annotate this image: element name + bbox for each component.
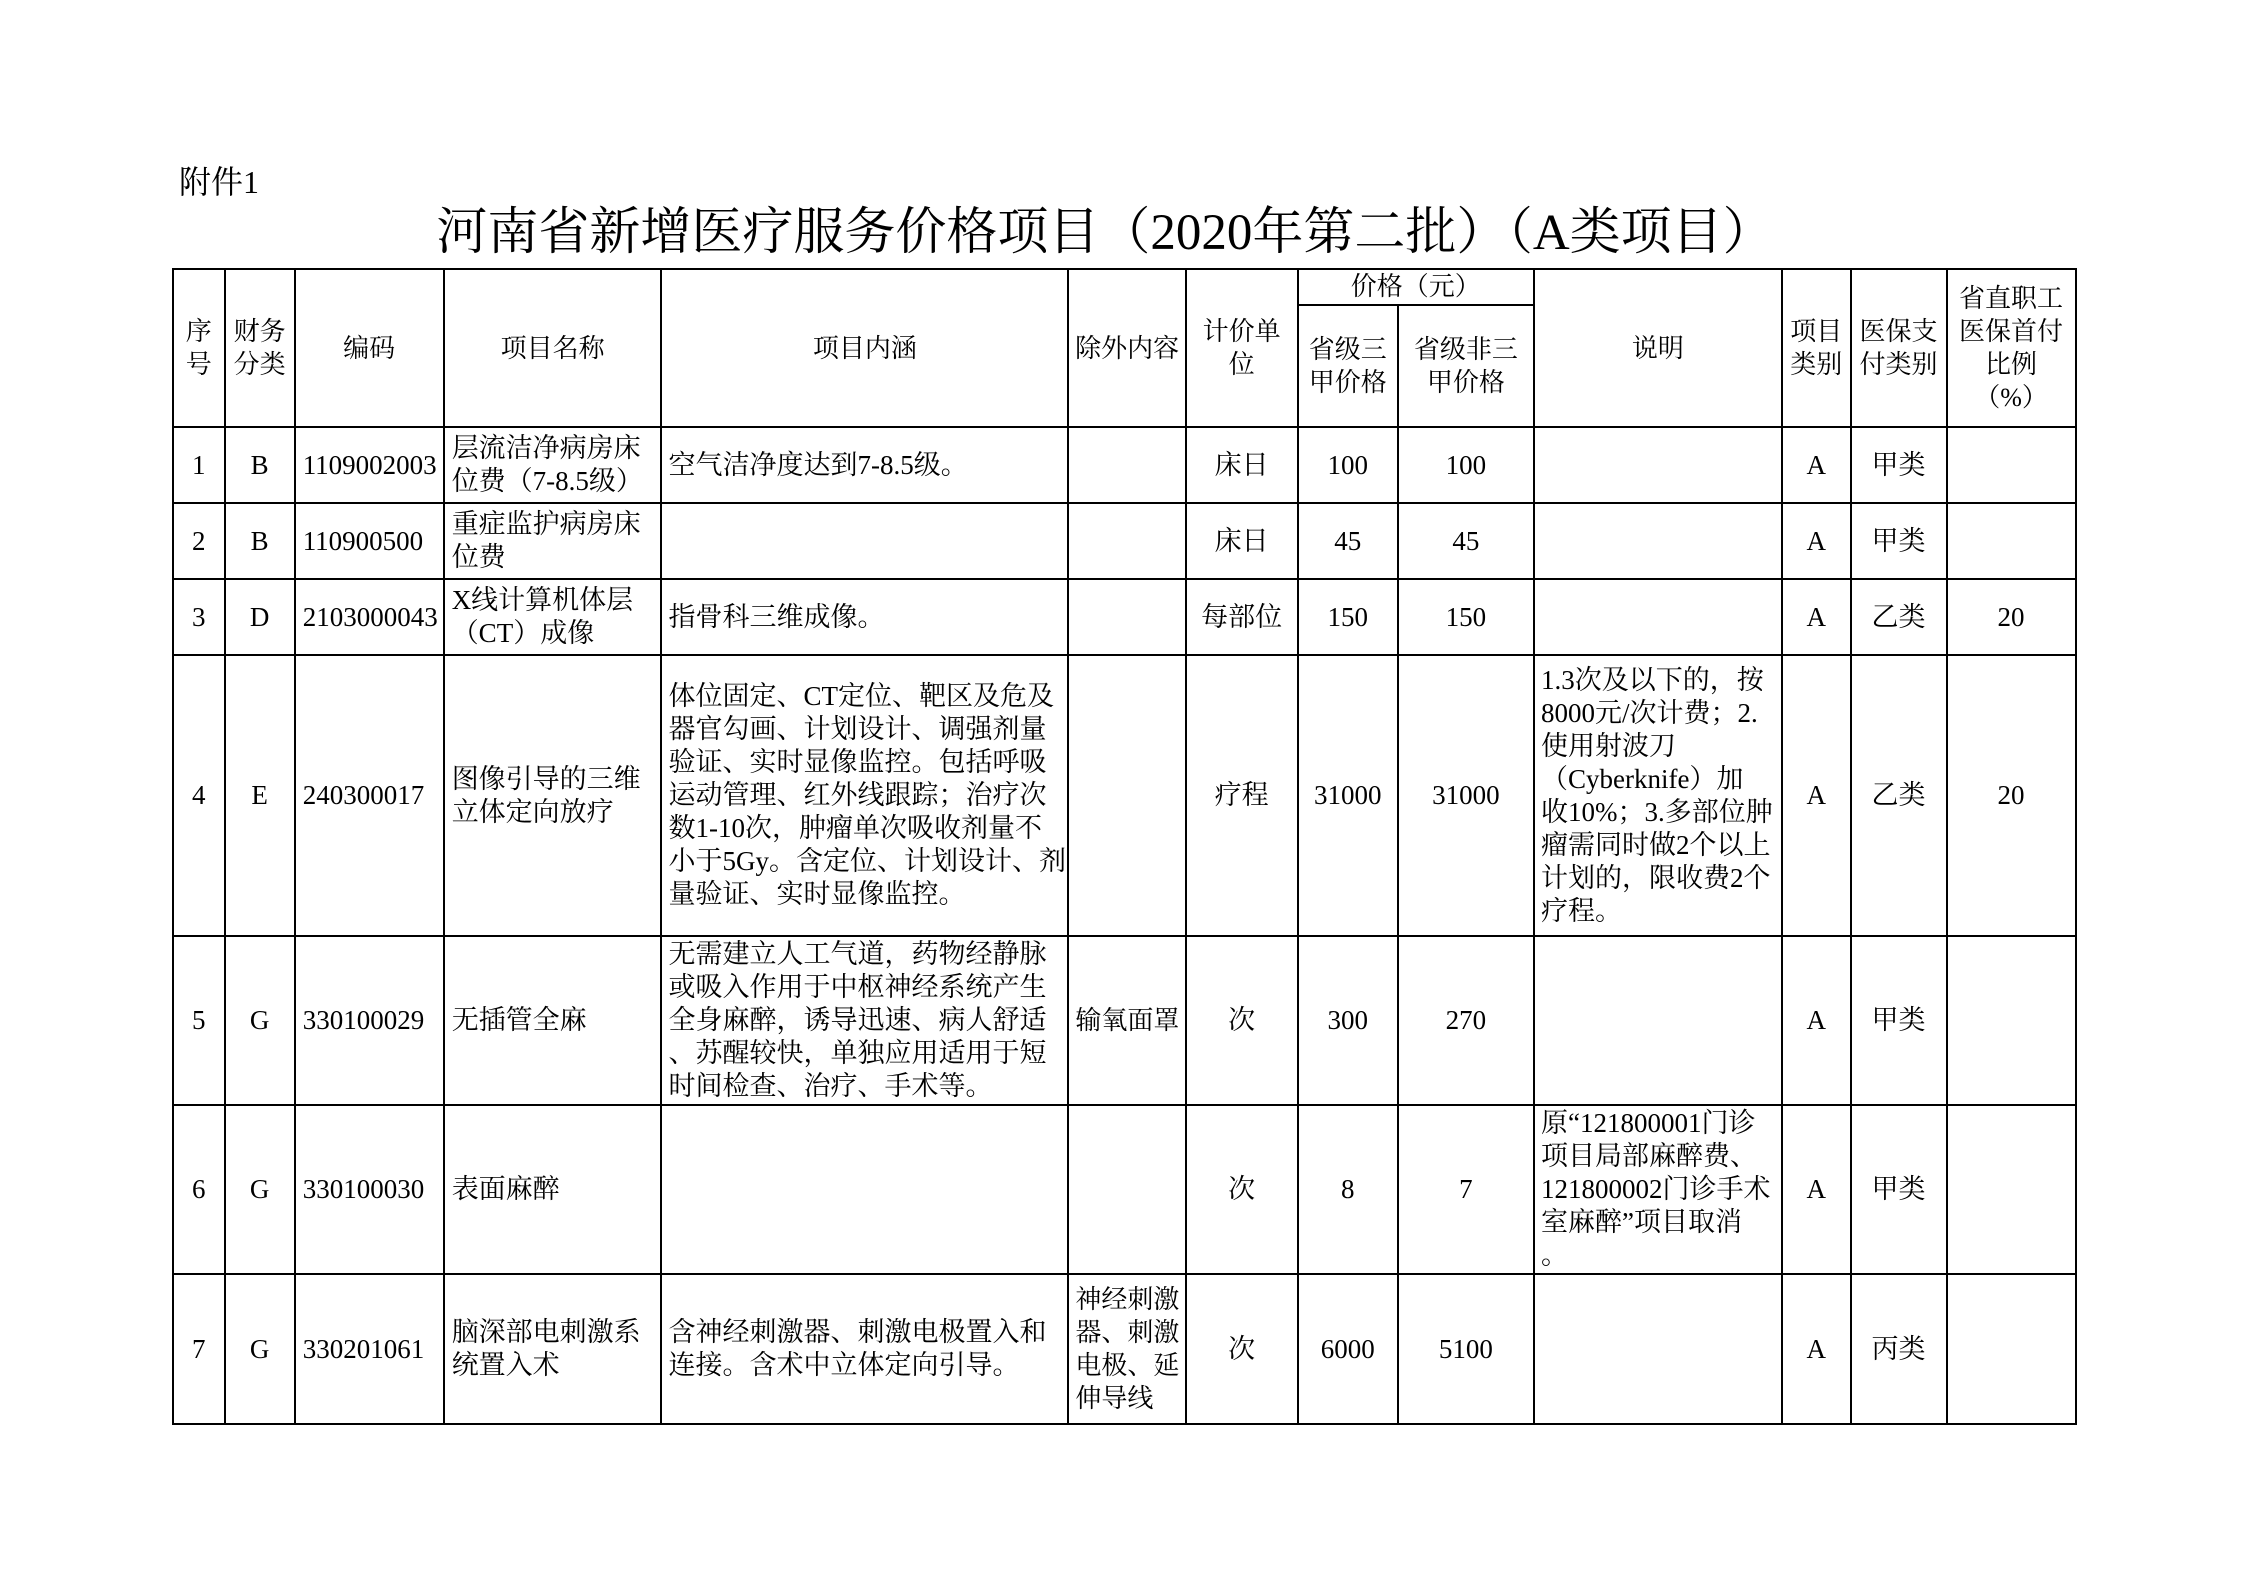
cell-price-grade3a: 6000 xyxy=(1298,1274,1398,1424)
header-copay-ratio xyxy=(1947,269,2076,427)
header-price: 价格（元） xyxy=(1298,269,1534,305)
table-row xyxy=(173,936,2076,1105)
cell-item-category: A xyxy=(1782,579,1851,655)
cell-seq: 3 xyxy=(173,579,225,655)
text-line: （Cyberknife）加 xyxy=(1540,763,1744,794)
cell-item-category: A xyxy=(1782,1105,1851,1274)
cell-item-content xyxy=(661,427,1068,503)
cell-item-category: A xyxy=(1782,936,1851,1105)
header-item-name: 项目名称 xyxy=(444,269,662,427)
text-line: 省级三 xyxy=(1308,335,1387,364)
text-line: 号 xyxy=(185,350,212,379)
cell-price-grade3a: 300 xyxy=(1298,936,1398,1105)
cell-copay-ratio xyxy=(1947,503,2076,579)
text-line: 含神经刺激器、刺激电极置入和 xyxy=(668,1317,1047,1347)
text-line: 8000元/次计费；2. xyxy=(1540,697,1758,728)
cell-item-name xyxy=(444,655,662,936)
text-line: 伸导线 xyxy=(1075,1384,1154,1413)
cell-item-category: A xyxy=(1782,1274,1851,1424)
cell-seq: 7 xyxy=(173,1274,225,1424)
cell-finance-category: G xyxy=(225,1105,295,1274)
text-line: 。 xyxy=(1540,1240,1568,1270)
cell-notes xyxy=(1534,1105,1782,1274)
cell-pricing-unit: 床日 xyxy=(1186,503,1298,579)
header-code: 编码 xyxy=(295,269,444,427)
text-line: 疗程。 xyxy=(1540,895,1622,926)
header-insurance-category xyxy=(1851,269,1947,427)
cell-item-content xyxy=(661,579,1068,655)
text-line: 验证、实时显像监控。包括呼吸 xyxy=(668,747,1047,777)
cell-pricing-unit: 次 xyxy=(1186,936,1298,1105)
cell-seq: 2 xyxy=(173,503,225,579)
text-line: 121800002门诊手术 xyxy=(1540,1174,1771,1204)
cell-code: 240300017 xyxy=(295,655,444,936)
text-line: 立体定向放疗 xyxy=(451,796,614,827)
table-row xyxy=(173,503,2076,579)
text-line: 运动管理、红外线跟踪；治疗次 xyxy=(668,780,1047,810)
price-table xyxy=(172,268,2077,1425)
text-line: 分类 xyxy=(233,350,286,379)
header-notes: 说明 xyxy=(1534,269,1782,427)
cell-notes xyxy=(1534,655,1782,936)
cell-item-content xyxy=(661,1274,1068,1424)
text-line: 、苏醒较快，单独应用适用于短 xyxy=(668,1038,1047,1068)
cell-price-non-grade3a: 7 xyxy=(1398,1105,1534,1274)
attachment-label: 附件1 xyxy=(179,164,260,200)
header-seq xyxy=(173,269,225,427)
text-line: 位费（7-8.5级） xyxy=(451,466,643,496)
cell-price-non-grade3a: 150 xyxy=(1398,579,1534,655)
cell-item-content xyxy=(661,936,1068,1105)
cell-finance-category: G xyxy=(225,936,295,1105)
text-line: 使用射波刀 xyxy=(1540,730,1676,761)
text-line: 付类别 xyxy=(1859,350,1938,379)
cell-code: 330100029 xyxy=(295,936,444,1105)
cell-pricing-unit: 每部位 xyxy=(1186,579,1298,655)
cell-insurance-category: 甲类 xyxy=(1851,936,1947,1105)
cell-code: 1109002003 xyxy=(295,427,444,503)
text-line: 指骨科三维成像。 xyxy=(668,601,885,632)
table-row xyxy=(173,655,2076,936)
cell-item-name xyxy=(444,1274,662,1424)
text-line: 全身麻醉，诱导迅速、病人舒适 xyxy=(668,1005,1047,1035)
text-line: 项目局部麻醉费、 xyxy=(1540,1141,1757,1171)
cell-item-category: A xyxy=(1782,427,1851,503)
cell-exclusions xyxy=(1068,655,1185,936)
cell-code: 330100030 xyxy=(295,1105,444,1274)
cell-item-name xyxy=(444,503,662,579)
cell-finance-category: B xyxy=(225,503,295,579)
text-line: 省直职工 xyxy=(1959,284,2064,313)
text-line: 空气洁净度达到7-8.5级。 xyxy=(668,449,968,480)
text-line: 表面麻醉 xyxy=(451,1174,560,1204)
text-line: 计价单 xyxy=(1202,317,1281,346)
header-finance-category xyxy=(225,269,295,427)
text-line: 财务 xyxy=(233,317,286,346)
cell-exclusions xyxy=(1068,936,1185,1105)
text-line: 重症监护病房床 xyxy=(451,509,641,539)
text-line: 甲价格 xyxy=(1308,368,1387,397)
cell-exclusions xyxy=(1068,1105,1185,1274)
cell-notes xyxy=(1534,936,1782,1105)
table-row xyxy=(173,579,2076,655)
text-line: 层流洁净病房床 xyxy=(451,433,641,463)
cell-price-grade3a: 150 xyxy=(1298,579,1398,655)
text-line: （%） xyxy=(1974,383,2048,412)
text-line: 原“121800001门诊 xyxy=(1540,1108,1756,1138)
header-pricing-unit xyxy=(1186,269,1298,427)
text-line: 位 xyxy=(1228,350,1255,379)
cell-item-content xyxy=(661,503,1068,579)
table-row xyxy=(173,1105,2076,1274)
cell-finance-category: G xyxy=(225,1274,295,1424)
text-line: 省级非三 xyxy=(1413,335,1518,364)
cell-copay-ratio xyxy=(1947,427,2076,503)
text-line: （CT）成像 xyxy=(451,618,595,648)
document-title: 河南省新增医疗服务价格项目（2020年第二批）（A类项目） xyxy=(436,205,1774,261)
header-item-content: 项目内涵 xyxy=(661,269,1068,427)
text-line: 器、刺激 xyxy=(1075,1318,1180,1347)
header-price-non-grade3a xyxy=(1398,305,1534,427)
text-line: 医保支 xyxy=(1859,317,1938,346)
text-line: 无插管全麻 xyxy=(451,1005,587,1035)
cell-copay-ratio xyxy=(1947,1274,2076,1424)
cell-item-name xyxy=(444,579,662,655)
cell-copay-ratio: 20 xyxy=(1947,655,2076,936)
cell-code: 2103000043 xyxy=(295,579,444,655)
text-line: 量验证、实时显像监控。 xyxy=(668,879,966,909)
text-line: 医保首付 xyxy=(1959,317,2064,346)
cell-exclusions xyxy=(1068,503,1185,579)
cell-seq: 6 xyxy=(173,1105,225,1274)
cell-insurance-category: 乙类 xyxy=(1851,655,1947,936)
cell-copay-ratio xyxy=(1947,936,2076,1105)
text-line: 位费 xyxy=(451,542,506,572)
text-line: 项目 xyxy=(1790,317,1843,346)
cell-exclusions xyxy=(1068,1274,1185,1424)
cell-code: 330201061 xyxy=(295,1274,444,1424)
text-line: 数1-10次，肿瘤单次吸收剂量不 xyxy=(668,813,1042,843)
text-line: 室麻醉”项目取消 xyxy=(1540,1207,1742,1237)
cell-item-content xyxy=(661,655,1068,936)
cell-price-grade3a: 31000 xyxy=(1298,655,1398,936)
cell-notes xyxy=(1534,1274,1782,1424)
text-line: 甲价格 xyxy=(1426,368,1505,397)
text-line: 统置入术 xyxy=(451,1350,560,1380)
cell-item-name xyxy=(444,427,662,503)
cell-insurance-category: 甲类 xyxy=(1851,427,1947,503)
cell-item-category: A xyxy=(1782,655,1851,936)
cell-pricing-unit: 床日 xyxy=(1186,427,1298,503)
header-exclusions: 除外内容 xyxy=(1068,269,1185,427)
table-row xyxy=(173,1274,2076,1424)
text-line: 1.3次及以下的，按 xyxy=(1540,664,1764,695)
cell-item-name xyxy=(444,936,662,1105)
text-line: 类别 xyxy=(1790,350,1843,379)
text-line: 或吸入作用于中枢神经系统产生 xyxy=(668,972,1047,1002)
text-line: 收10%；3.多部位肿 xyxy=(1540,796,1773,827)
cell-finance-category: D xyxy=(225,579,295,655)
cell-pricing-unit: 次 xyxy=(1186,1105,1298,1274)
header-item-category xyxy=(1782,269,1851,427)
cell-notes xyxy=(1534,579,1782,655)
cell-finance-category: B xyxy=(225,427,295,503)
cell-notes xyxy=(1534,427,1782,503)
text-line: 器官勾画、计划设计、调强剂量 xyxy=(668,714,1047,744)
table-row xyxy=(173,427,2076,503)
header-row xyxy=(173,269,2076,305)
text-line: 计划的，限收费2个 xyxy=(1540,862,1771,893)
cell-copay-ratio: 20 xyxy=(1947,579,2076,655)
cell-price-grade3a: 100 xyxy=(1298,427,1398,503)
text-line: 神经刺激 xyxy=(1075,1285,1180,1314)
text-line: 序 xyxy=(185,317,212,346)
cell-price-grade3a: 8 xyxy=(1298,1105,1398,1274)
cell-pricing-unit: 次 xyxy=(1186,1274,1298,1424)
cell-price-non-grade3a: 270 xyxy=(1398,936,1534,1105)
cell-price-non-grade3a: 5100 xyxy=(1398,1274,1534,1424)
cell-notes xyxy=(1534,503,1782,579)
cell-price-non-grade3a: 100 xyxy=(1398,427,1534,503)
cell-exclusions xyxy=(1068,427,1185,503)
cell-price-non-grade3a: 31000 xyxy=(1398,655,1534,936)
text-line: 时间检查、治疗、手术等。 xyxy=(668,1071,993,1101)
cell-code: 110900500 xyxy=(295,503,444,579)
text-line: 连接。含术中立体定向引导。 xyxy=(668,1350,1020,1380)
cell-price-non-grade3a: 45 xyxy=(1398,503,1534,579)
cell-price-grade3a: 45 xyxy=(1298,503,1398,579)
cell-item-name xyxy=(444,1105,662,1274)
text-line: 无需建立人工气道，药物经静脉 xyxy=(668,939,1047,969)
text-line: 脑深部电刺激系 xyxy=(451,1317,641,1347)
cell-item-content xyxy=(661,1105,1068,1274)
cell-insurance-category: 甲类 xyxy=(1851,503,1947,579)
text-line: X线计算机体层 xyxy=(451,585,634,615)
cell-insurance-category: 乙类 xyxy=(1851,579,1947,655)
cell-exclusions xyxy=(1068,579,1185,655)
text-line: 图像引导的三维 xyxy=(451,763,641,794)
cell-item-category: A xyxy=(1782,503,1851,579)
text-line: 输氧面罩 xyxy=(1075,1006,1180,1035)
cell-insurance-category: 甲类 xyxy=(1851,1105,1947,1274)
cell-seq: 5 xyxy=(173,936,225,1105)
text-line: 瘤需同时做2个以上 xyxy=(1540,829,1771,860)
cell-finance-category: E xyxy=(225,655,295,936)
text-line: 体位固定、CT定位、靶区及危及 xyxy=(668,681,1054,711)
cell-seq: 4 xyxy=(173,655,225,936)
cell-copay-ratio xyxy=(1947,1105,2076,1274)
text-line: 小于5Gy。含定位、计划设计、剂 xyxy=(668,846,1066,876)
cell-insurance-category: 丙类 xyxy=(1851,1274,1947,1424)
text-line: 电极、延 xyxy=(1075,1351,1180,1380)
header-price-grade3a xyxy=(1298,305,1398,427)
text-line: 比例 xyxy=(1985,350,2038,379)
cell-pricing-unit: 疗程 xyxy=(1186,655,1298,936)
cell-seq: 1 xyxy=(173,427,225,503)
